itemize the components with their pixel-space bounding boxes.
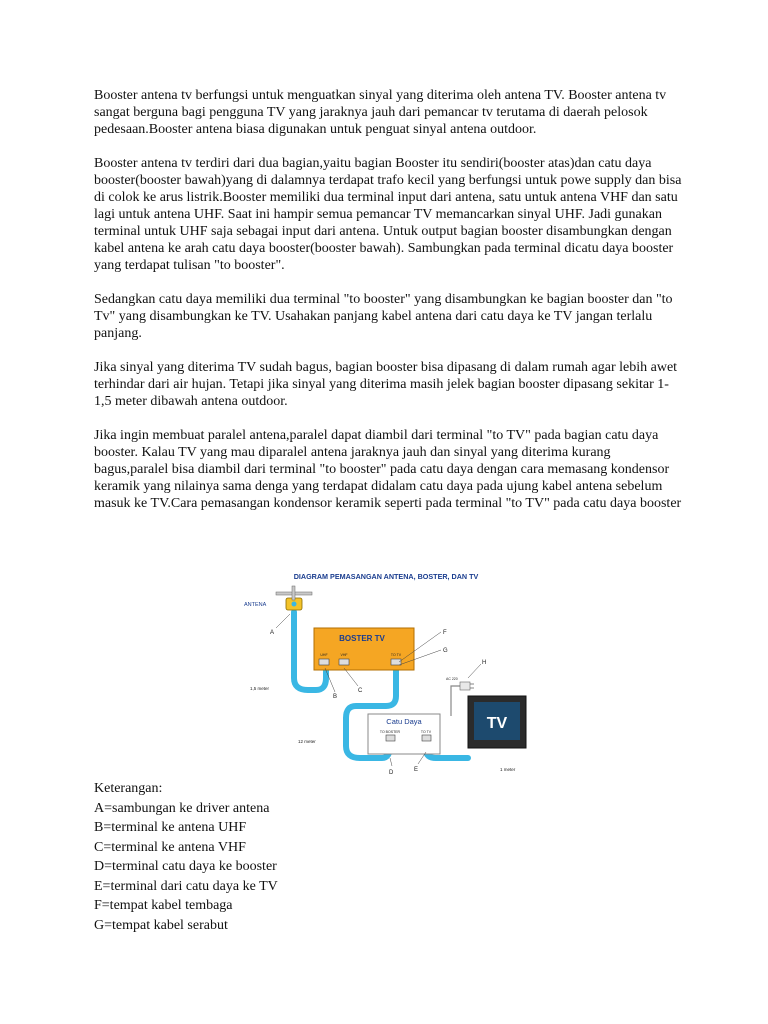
diagram-letter-e: E	[414, 767, 419, 773]
antenna-label: ANTENA	[244, 602, 267, 608]
article-body	[94, 87, 684, 529]
legend-item: C=terminal ke antena VHF	[94, 839, 246, 855]
port-vhf-label: VHF	[340, 653, 348, 657]
diagram-letter-d: D	[389, 770, 394, 776]
legend	[94, 779, 494, 935]
tv-label: TV	[486, 715, 508, 732]
cable-length-1: 1,5 meter	[250, 686, 270, 691]
port-uhf-label: UHF	[320, 653, 328, 657]
to-booster-label: TO BOSTER	[379, 730, 401, 734]
to-tv-label: TO TV	[420, 730, 432, 734]
diagram-letter-f: F	[443, 630, 447, 636]
legend-item: F=tempat kabel tembaga	[94, 898, 233, 913]
catu-daya-label: Catu Daya	[386, 717, 422, 726]
diagram-letter-a: A	[270, 630, 275, 636]
diagram-letter-g: G	[443, 648, 448, 654]
plug-icon	[460, 682, 474, 690]
paragraph: Sedangkan catu daya memiliki dua terminal "to booster" yang disambungkan ke bagian booster dan "to Tv" yang disambungkan ke TV. Usahakan panjang kabel antena dari catu daya ke TV jangan terlalu panjang.	[94, 292, 673, 341]
legend-heading: Keterangan:	[94, 781, 163, 796]
installation-diagram	[236, 568, 536, 778]
legend-item: A=sambungan ke driver antena	[94, 800, 270, 816]
diagram-letter-h: H	[482, 660, 487, 666]
port-totv-label: TO TV	[390, 653, 402, 657]
diagram-title: DIAGRAM PEMASANGAN ANTENA, BOSTER, DAN TV	[293, 572, 479, 581]
legend-item: D=terminal catu daya ke booster	[94, 859, 277, 874]
legend-item: B=terminal ke antena UHF	[94, 820, 247, 835]
cable-length-3: 1 meter	[500, 767, 516, 772]
diagram-letter-c: C	[358, 688, 363, 694]
booster-label: BOSTER TV	[339, 634, 385, 643]
diagram-letter-b: B	[333, 694, 338, 700]
cable-length-2: 12 meter	[298, 739, 316, 744]
power-cord	[451, 686, 460, 716]
antenna-icon	[276, 586, 312, 610]
paragraph: Booster antena tv berfungsi untuk menguatkan sinyal yang diterima oleh antena TV. Booster antena tv sangat berguna bagi pengguna TV yang jaraknya jauh dari pemancar tv terutama di daerah pelosok pedesaan.Booster antena biasa digunakan untuk penguat sinyal antena outdoor.	[94, 88, 667, 137]
paragraph: Jika ingin membuat paralel antena,paralel dapat diambil dari terminal "to TV" pada bagian catu daya booster. Kalau TV yang mau diparalel antena jaraknya jauh dan sinyal yang diterima kurang bagus,paralel bisa diambil dari terminal "to booster" pada catu daya dengan cara memasang kondensor keramik yang nilainya sama denga yang terdapat didalam catu daya pada ujung kabel antena sebelum masuk ke TV.Cara pemasangan kondensor keramik seperti pada terminal "to TV" pada catu daya booster	[94, 428, 682, 511]
ac-label: AC 220	[446, 677, 458, 681]
legend-item: G=tempat kabel serabut	[94, 917, 228, 933]
paragraph: Jika sinyal yang diterima TV sudah bagus, bagian booster bisa dipasang di dalam rumah agar lebih awet terhindar dari air hujan. Tetapi jika sinyal yang diterima masih jelek bagian booster dipasang sekitar 1-1,5 meter dibawah antena outdoor.	[94, 360, 678, 409]
paragraph: Booster antena tv terdiri dari dua bagian,yaitu bagian Booster itu sendiri(booster atas)dan catu daya booster(booster bawah)yang di dalamnya terdapat trafo kecil yang berfungsi untuk powe supply dan bisa di colok ke arus listrik.Booster memiliki dua terminal input dari antena, satu untuk antena VHF dan satu lagi untuk antena UHF. Saat ini hampir semua pemancar TV memancarkan sinyal UHF. Jadi gunakan terminal untuk UHF saja sebagai input dari antena. Untuk output bagian booster disambungkan dengan kabel antena ke arah catu daya booster(booster bawah). Sambungkan pada terminal dicatu daya booster yang terdapat tulisan "to booster".	[94, 156, 682, 273]
legend-item: E=terminal dari catu daya ke TV	[94, 878, 278, 894]
